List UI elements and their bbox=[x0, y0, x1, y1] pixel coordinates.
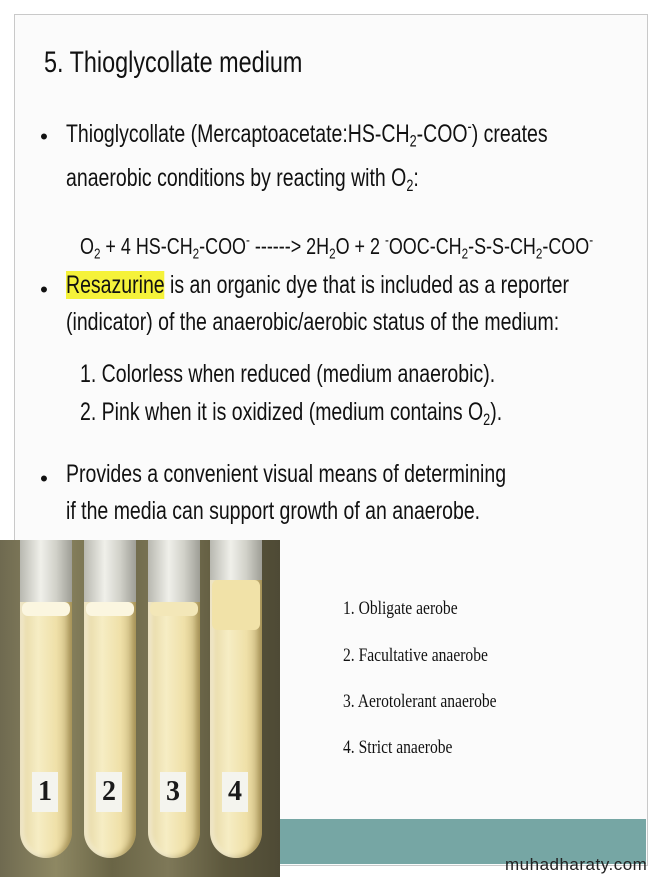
resazurine-highlight: Resazurine bbox=[66, 271, 165, 299]
bullet-1-line-2: anaerobic conditions by reacting with $O_2$: bbox=[66, 164, 419, 195]
tube-1-label: 1 bbox=[32, 772, 58, 812]
resazurine-item-1: 1. Colorless when reduced (medium anaerobic). bbox=[80, 360, 496, 388]
bullet-1-line-1: Thioglycollate $(Mercaptoacetate:HS-CH_2-COO^-)$ creates bbox=[66, 118, 548, 151]
bullet-2-line-2: (indicator) of the anaerobic/aerobic status of the medium: bbox=[66, 308, 560, 336]
tube-2 bbox=[84, 540, 136, 858]
bullet-1: • bbox=[40, 124, 48, 149]
organism-item-2: 2. Facultative anaerobe bbox=[343, 645, 488, 666]
bullet-2: • bbox=[40, 277, 48, 302]
resazurine-item-2: 2. Pink when it is oxidized (medium contains $O_2$). bbox=[80, 398, 503, 429]
tube-3 bbox=[148, 540, 200, 858]
organism-item-1: 1. Obligate aerobe bbox=[343, 598, 458, 619]
tube-4-label: 4 bbox=[222, 772, 248, 812]
tube-2-label: 2 bbox=[96, 772, 122, 812]
watermark: muhadharaty.com bbox=[505, 855, 648, 874]
bullet-3-line-2: if the media can support growth of an anaerobe. bbox=[66, 497, 481, 525]
slide-title: 5. Thioglycollate medium bbox=[44, 46, 303, 79]
tube-4 bbox=[210, 540, 262, 858]
bullet-2-line-1: Resazurine is an organic dye that is included as a reporter bbox=[66, 271, 569, 299]
bullet-3-line-1: Provides a convenient visual means of determining bbox=[66, 460, 507, 488]
reaction-equation: $O_2 + 4$ $HS-CH_2-COO^-$ ------> $2H_2O + 2$ $^-OOC-CH_2-S-S-CH_2-COO^-$ bbox=[80, 232, 594, 263]
tube-1 bbox=[20, 540, 72, 858]
thioglycollate-tubes-photo bbox=[0, 540, 280, 877]
tube-3-label: 3 bbox=[160, 772, 186, 812]
organism-item-4: 4. Strict anaerobe bbox=[343, 737, 453, 758]
organism-item-3: 3. Aerotolerant anaerobe bbox=[343, 691, 497, 712]
bullet-3: • bbox=[40, 466, 48, 491]
